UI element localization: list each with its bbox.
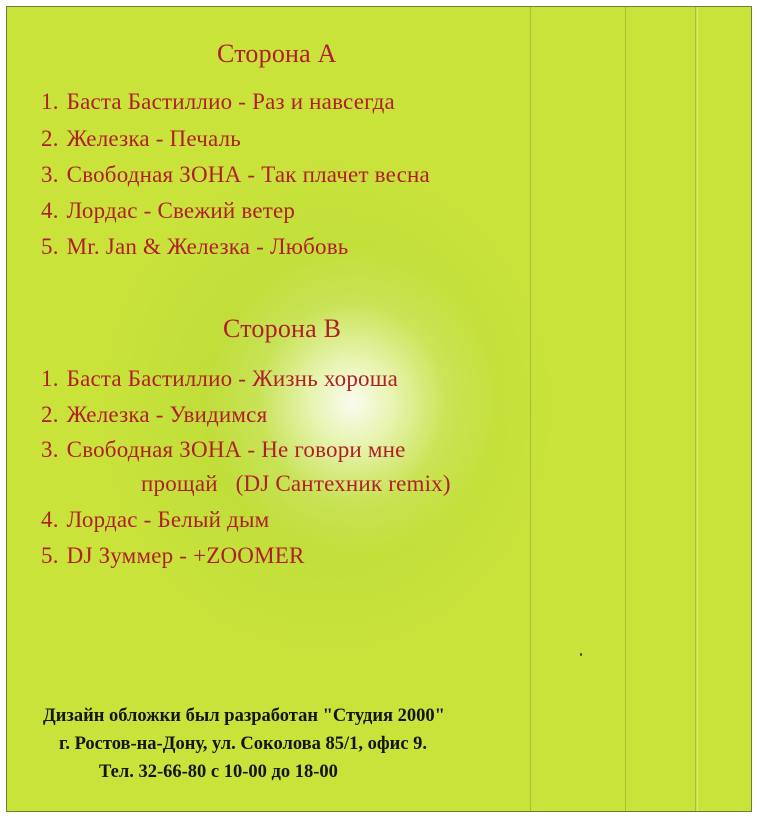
track-number: 1. xyxy=(41,366,59,391)
track-number: 5. xyxy=(41,543,59,568)
side-b-track-5 xyxy=(41,543,305,569)
fold-line-highlight xyxy=(697,7,698,811)
track-title: Лордас - Свежий ветер xyxy=(66,198,296,223)
footer-design-credit: Дизайн обложки был разработан "Студия 2000" xyxy=(43,706,445,726)
track-number: 5. xyxy=(41,234,59,259)
cassette-cover xyxy=(6,6,752,812)
fold-line xyxy=(695,7,696,811)
fold-line xyxy=(530,7,531,811)
side-a-track-2 xyxy=(41,126,241,152)
side-b-title: Сторона В xyxy=(223,314,342,343)
track-title: Лордас - Белый дым xyxy=(66,507,270,532)
track-number: 4. xyxy=(41,198,59,223)
fold-line xyxy=(625,7,626,811)
side-b-track-2 xyxy=(41,402,267,428)
side-a-track-1 xyxy=(41,89,395,115)
track-number: 2. xyxy=(41,402,59,427)
track-number: 3. xyxy=(41,437,59,462)
side-b-track-3-continuation: прощай (DJ Сантехник remix) xyxy=(141,471,451,496)
track-title: Свободная ЗОНА - Не говори мне xyxy=(66,437,406,462)
side-a-track-3 xyxy=(41,162,430,188)
track-title: Mr. Jan & Железка - Любовь xyxy=(66,234,349,259)
side-a-track-4 xyxy=(41,198,295,224)
track-title: Баста Бастиллио - Раз и навсегда xyxy=(66,89,395,114)
footer-address: г. Ростов-на-Дону, ул. Соколова 85/1, офис 9. xyxy=(59,734,428,754)
track-number: 4. xyxy=(41,507,59,532)
track-title: Железка - Увидимся xyxy=(66,402,268,427)
footer-phone: Тел. 32-66-80 с 10-00 до 18-00 xyxy=(99,762,338,782)
side-a-title: Сторона А xyxy=(217,39,337,68)
track-title: Баста Бастиллио - Жизнь хороша xyxy=(66,366,399,391)
track-number: 1. xyxy=(41,89,59,114)
track-title: Железка - Печаль xyxy=(66,126,241,151)
side-b-track-3 xyxy=(41,437,406,463)
side-a-track-5 xyxy=(41,234,348,260)
track-title: DJ Зуммер - +ZOOMER xyxy=(66,543,305,568)
track-number: 3. xyxy=(41,162,59,187)
side-b-track-4 xyxy=(41,507,269,533)
track-title: Свободная ЗОНА - Так плачет весна xyxy=(66,162,430,187)
side-b-track-1 xyxy=(41,366,398,392)
track-number: 2. xyxy=(41,126,59,151)
print-speck xyxy=(580,653,582,656)
